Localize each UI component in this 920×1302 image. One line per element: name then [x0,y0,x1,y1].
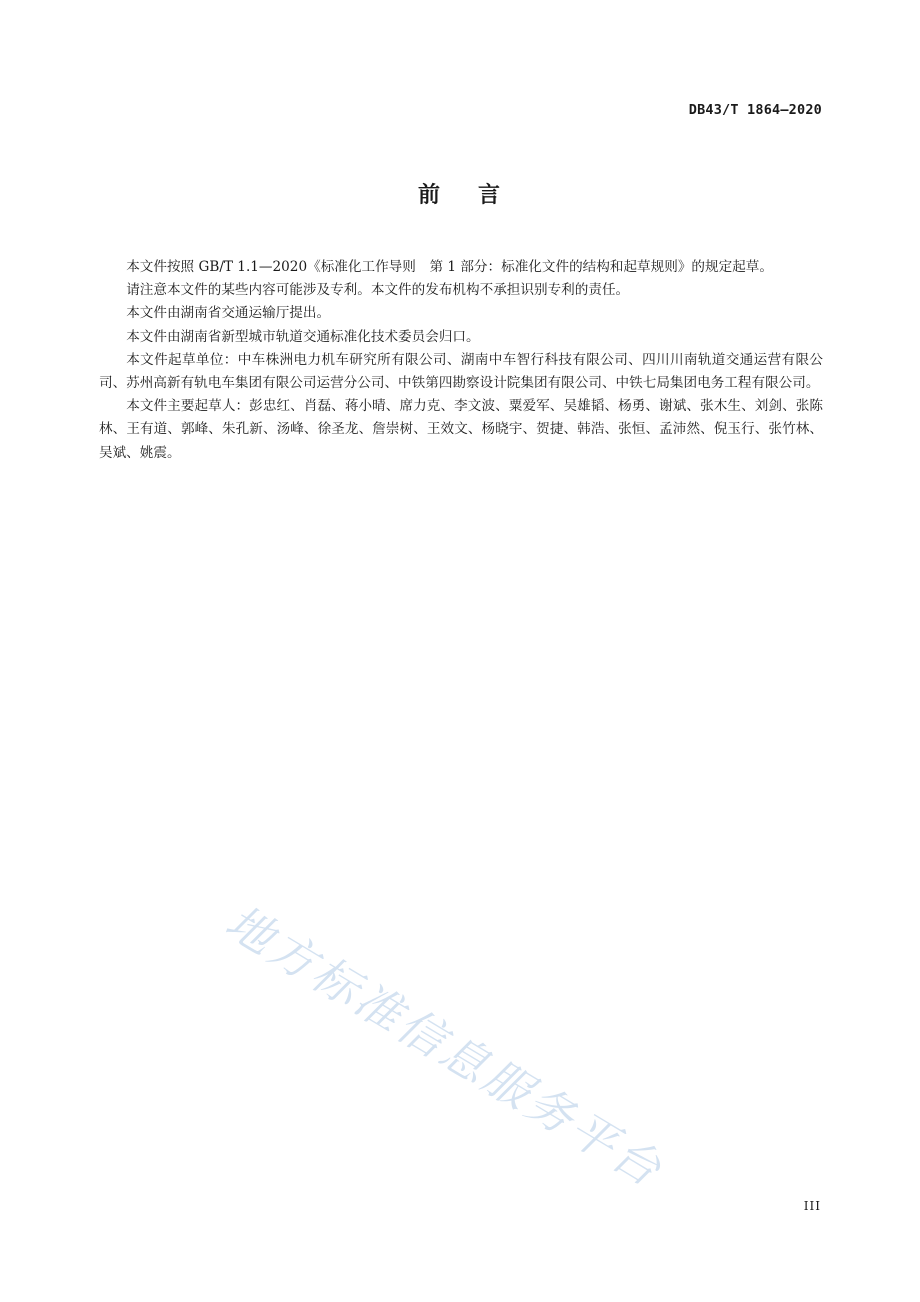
document-code: DB43/T 1864—2020 [688,102,822,118]
page-title-part1: 前 [417,183,442,208]
paragraph-drafting-units: 本文件起草单位：中车株洲电力机车研究所有限公司、湖南中车智行科技有限公司、四川川南轨道交通运营有限公司、苏州高新有轨电车集团有限公司运营分公司、中铁第四勘察设计院集团有限公司、中铁七局集团电务工程有限公司。 [99,351,823,392]
paragraph-drafting-rules: 本文件按照 GB/T 1.1—2020《标准化工作导则 第 1 部分：标准化文件的结构和起草规则》的规定起草。 [126,259,773,275]
page-number: III [803,1199,821,1213]
watermark: 地方标准信息服务平台 [216,894,673,1199]
page-title [0,178,920,209]
page-title-part2: 言 [478,183,503,208]
paragraph-patent-notice: 请注意本文件的某些内容可能涉及专利。本文件的发布机构不承担识别专利的责任。 [126,282,630,299]
paragraph-proposed-by: 本文件由湖南省交通运输厅提出。 [126,305,331,322]
foreword-body [99,256,823,465]
paragraph-administered-by: 本文件由湖南省新型城市轨道交通标准化技术委员会归口。 [126,328,480,345]
paragraph-drafters: 本文件主要起草人：彭忠红、肖磊、蒋小晴、席力克、李文波、粟爱军、吴雄韬、杨勇、谢斌、张木生、刘剑、张陈林、王有道、郭峰、朱孔新、汤峰、徐圣龙、詹崇树、王效文、杨晓宇、贺捷、韩浩、张恒、孟沛然、倪玉行、张竹林、吴斌、姚震。 [99,398,823,461]
